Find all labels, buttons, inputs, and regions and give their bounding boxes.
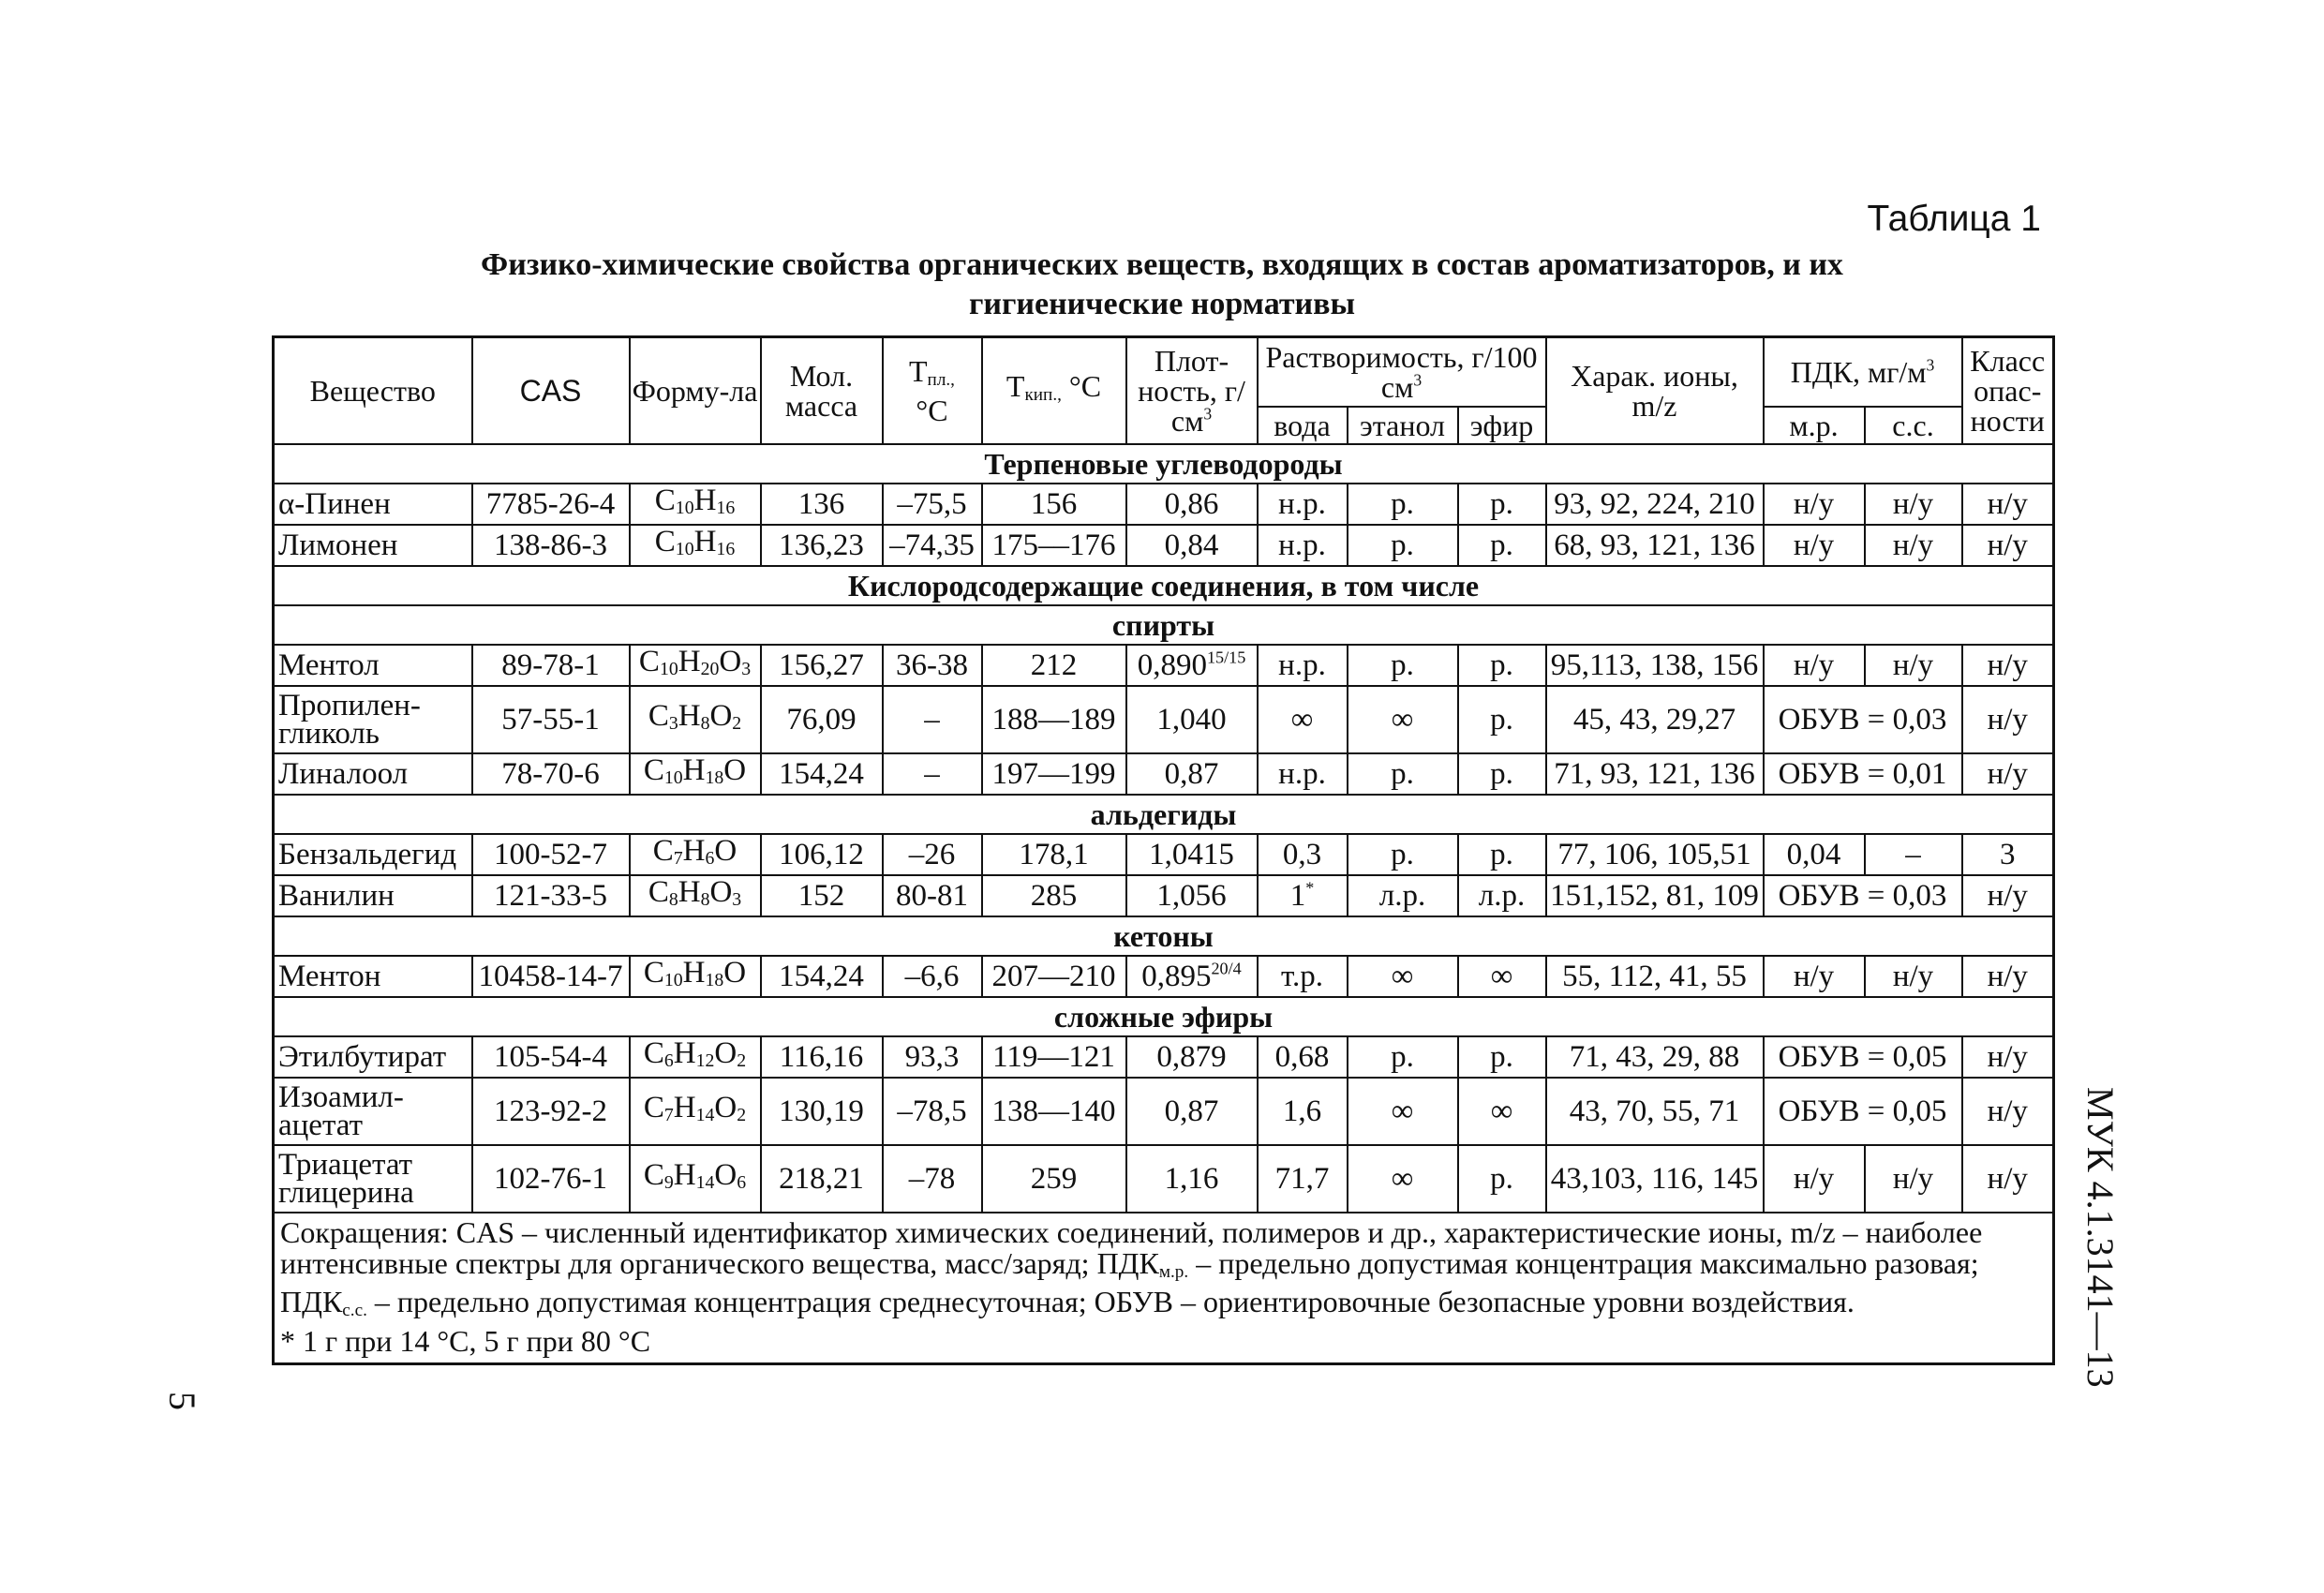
- footnote: * 1 г при 14 °С, 5 г при 80 °С: [280, 1324, 651, 1359]
- header-mr: м.р.: [1764, 407, 1865, 444]
- sol-water: 0,68: [1258, 1036, 1348, 1078]
- ions: 93, 92, 224, 210: [1546, 484, 1764, 525]
- table-row: [274, 1078, 2054, 1145]
- sol-ethanol: р.: [1348, 645, 1458, 686]
- formula: $C_7H_6O$: [630, 834, 761, 875]
- notes-row: [274, 1213, 2054, 1364]
- t-boil: 207—210: [982, 956, 1126, 997]
- hazard-class: н/у: [1962, 484, 2054, 525]
- ions: 68, 93, 121, 136: [1546, 525, 1764, 566]
- hazard-class: н/у: [1962, 645, 2054, 686]
- density: 0,87: [1126, 753, 1258, 795]
- substance-name: Триацетат глицерина: [274, 1145, 472, 1213]
- substance-name: Лимонен: [274, 525, 472, 566]
- formula: $C_7H_{14}O_2$: [630, 1078, 761, 1145]
- formula: $C_{10}H_{16}$: [630, 484, 761, 525]
- ions: 95,113, 138, 156: [1546, 645, 1764, 686]
- pdk-mr: н/у: [1764, 956, 1865, 997]
- table-label: Таблица 1: [1867, 199, 2041, 239]
- sol-ethanol: ∞: [1348, 1078, 1458, 1145]
- abbreviations-note: Сокращения: CAS – численный идентификатор химических соединений, полимеров и др., характеристические ионы, m/z – наиболее интенсивные спектры для органического вещества, масс/заряд; $ПДК_{м.р.}$ – предельно допустимая концентрация максимально разовая; $ПДК_{с.с.}$ – предельно допустимая концентрация среднесуточная; ОБУВ – ориентировочные безопасные уровни воздействия. * 1 г при 14 °С, 5 г при 80 °С: [274, 1213, 2054, 1364]
- mol-mass: 154,24: [761, 753, 883, 795]
- density: 0,84: [1126, 525, 1258, 566]
- mol-mass: 218,21: [761, 1145, 883, 1213]
- table-row: [274, 645, 2054, 686]
- ions: 71, 93, 121, 136: [1546, 753, 1764, 795]
- hazard-class: н/у: [1962, 1036, 2054, 1078]
- substance-name: Бензальдегид: [274, 834, 472, 875]
- header-formula: Форму-ла: [630, 337, 761, 444]
- sol-water: 1,6: [1258, 1078, 1348, 1145]
- sol-water: н.р.: [1258, 753, 1348, 795]
- hazard-class: 3: [1962, 834, 2054, 875]
- ions: 55, 112, 41, 55: [1546, 956, 1764, 997]
- sol-ether: ∞: [1458, 1078, 1546, 1145]
- sol-ethanol: р.: [1348, 525, 1458, 566]
- pdk-mr: н/у: [1764, 484, 1865, 525]
- sol-ether: р.: [1458, 1145, 1546, 1213]
- t-boil: 285: [982, 875, 1126, 916]
- header-ions: Харак. ионы, m/z: [1546, 337, 1764, 444]
- section-ketones: кетоны: [274, 916, 2054, 956]
- t-boil: 188—189: [982, 686, 1126, 753]
- mol-mass: 154,24: [761, 956, 883, 997]
- hazard-class: н/у: [1962, 1078, 2054, 1145]
- table-row: [274, 484, 2054, 525]
- ions: 71, 43, 29, 88: [1546, 1036, 1764, 1078]
- sol-ethanol: р.: [1348, 1036, 1458, 1078]
- t-melt: –: [883, 753, 982, 795]
- t-melt: –78,5: [883, 1078, 982, 1145]
- pdk-ss: –: [1865, 834, 1962, 875]
- sol-water: н.р.: [1258, 525, 1348, 566]
- table-title: Физико-химические свойства органических веществ, входящих в состав ароматизаторов, и их гигиенические нормативы: [481, 247, 1843, 321]
- mol-mass: 156,27: [761, 645, 883, 686]
- t-melt: 80-81: [883, 875, 982, 916]
- t-boil: 259: [982, 1145, 1126, 1213]
- pdk-obuv: ОБУВ = 0,01: [1764, 753, 1962, 795]
- hazard-class: н/у: [1962, 956, 2054, 997]
- formula: $C_9H_{14}O_6$: [630, 1145, 761, 1213]
- mol-mass: 116,16: [761, 1036, 883, 1078]
- formula: $C_{10}H_{18}O$: [630, 956, 761, 997]
- sol-ether: р.: [1458, 484, 1546, 525]
- t-boil: 119—121: [982, 1036, 1126, 1078]
- cas-number: 57-55-1: [472, 686, 630, 753]
- substance-name: α-Пинен: [274, 484, 472, 525]
- t-boil: 175––176: [982, 525, 1126, 566]
- pdk-ss: н/у: [1865, 484, 1962, 525]
- substance-name: Изоамил-ацетат: [274, 1078, 472, 1145]
- sol-ethanol: ∞: [1348, 1145, 1458, 1213]
- substance-name: Ментол: [274, 645, 472, 686]
- mol-mass: 130,19: [761, 1078, 883, 1145]
- t-boil: 138—140: [982, 1078, 1126, 1145]
- header-hazard: Класс опас-ности: [1962, 337, 2054, 444]
- cas-number: 121-33-5: [472, 875, 630, 916]
- pdk-mr: н/у: [1764, 645, 1865, 686]
- header-density: Плот-ность, $г/см^3$: [1126, 337, 1258, 444]
- pdk-ss: н/у: [1865, 1145, 1962, 1213]
- ions: 45, 43, 29,27: [1546, 686, 1764, 753]
- header-t-boil: $T_{кип.,}$ °C: [982, 337, 1126, 444]
- formula: $C_{10}H_{18}O$: [630, 753, 761, 795]
- sol-ether: р.: [1458, 1036, 1546, 1078]
- ions: 43, 70, 55, 71: [1546, 1078, 1764, 1145]
- hazard-class: н/у: [1962, 686, 2054, 753]
- pdk-obuv: ОБУВ = 0,05: [1764, 1036, 1962, 1078]
- header-pdk: ПДК, $мг/м^3$: [1764, 337, 1962, 407]
- header-ether: эфир: [1458, 407, 1546, 444]
- t-melt: –78: [883, 1145, 982, 1213]
- hazard-class: н/у: [1962, 525, 2054, 566]
- cas-number: 105-54-4: [472, 1036, 630, 1078]
- header-ethanol: этанол: [1348, 407, 1458, 444]
- formula: $C_6H_{12}O_2$: [630, 1036, 761, 1078]
- section-terpenes: Терпеновые углеводороды: [274, 444, 2054, 484]
- header-ss: с.с.: [1865, 407, 1962, 444]
- formula: $C_3H_8O_2$: [630, 686, 761, 753]
- pdk-ss: н/у: [1865, 525, 1962, 566]
- table-row: [274, 956, 2054, 997]
- sol-ethanol: р.: [1348, 484, 1458, 525]
- cas-number: 100-52-7: [472, 834, 630, 875]
- sol-ethanol: р.: [1348, 753, 1458, 795]
- density: $0,890^{15/15}$: [1126, 645, 1258, 686]
- t-melt: 93,3: [883, 1036, 982, 1078]
- section-aldehydes: альдегиды: [274, 795, 2054, 834]
- density: $0,895^{20/4}$: [1126, 956, 1258, 997]
- formula: $C_{10}H_{20}O_3$: [630, 645, 761, 686]
- sol-water: 71,7: [1258, 1145, 1348, 1213]
- density: 1,0415: [1126, 834, 1258, 875]
- header-cas: CAS: [472, 337, 630, 444]
- t-melt: –6,6: [883, 956, 982, 997]
- header-t-melt: $T_{пл.,}$ °C: [883, 337, 982, 444]
- formula: $C_8H_8O_3$: [630, 875, 761, 916]
- pdk-obuv: ОБУВ = 0,05: [1764, 1078, 1962, 1145]
- sol-water: 0,3: [1258, 834, 1348, 875]
- table-row: [274, 834, 2054, 875]
- sol-ether: л.р.: [1458, 875, 1546, 916]
- pdk-obuv: ОБУВ = 0,03: [1764, 875, 1962, 916]
- pdk-mr: н/у: [1764, 1145, 1865, 1213]
- substance-name: Пропилен-гликоль: [274, 686, 472, 753]
- formula: $C_{10}H_{16}$: [630, 525, 761, 566]
- sol-ether: р.: [1458, 525, 1546, 566]
- t-melt: –75,5: [883, 484, 982, 525]
- sol-ethanol: л.р.: [1348, 875, 1458, 916]
- cas-number: 123-92-2: [472, 1078, 630, 1145]
- cas-number: 10458-14-7: [472, 956, 630, 997]
- t-melt: –26: [883, 834, 982, 875]
- table-row: [274, 1036, 2054, 1078]
- table-row: [274, 1145, 2054, 1213]
- sol-ether: р.: [1458, 834, 1546, 875]
- cas-number: 89-78-1: [472, 645, 630, 686]
- header-substance: Вещество: [274, 337, 472, 444]
- density: 1,040: [1126, 686, 1258, 753]
- table-row: [274, 525, 2054, 566]
- t-melt: 36-38: [883, 645, 982, 686]
- sol-water: ∞: [1258, 686, 1348, 753]
- section-esters: сложные эфиры: [274, 997, 2054, 1036]
- substance-name: Этилбутират: [274, 1036, 472, 1078]
- density: 0,86: [1126, 484, 1258, 525]
- mol-mass: 136,23: [761, 525, 883, 566]
- substance-name: Ванилин: [274, 875, 472, 916]
- t-melt: –: [883, 686, 982, 753]
- sol-water: н.р.: [1258, 645, 1348, 686]
- header-solubility: Растворимость, г/100 $см^3$: [1258, 337, 1546, 407]
- sol-ether: р.: [1458, 753, 1546, 795]
- hazard-class: н/у: [1962, 753, 2054, 795]
- t-boil: 212: [982, 645, 1126, 686]
- pdk-obuv: ОБУВ = 0,03: [1764, 686, 1962, 753]
- mol-mass: 76,09: [761, 686, 883, 753]
- properties-table: [272, 335, 2055, 1365]
- cas-number: 138-86-3: [472, 525, 630, 566]
- density: 1,056: [1126, 875, 1258, 916]
- substance-name: Ментон: [274, 956, 472, 997]
- mol-mass: 152: [761, 875, 883, 916]
- sol-ethanol: р.: [1348, 834, 1458, 875]
- ions: 151,152, 81, 109: [1546, 875, 1764, 916]
- sol-water: н.р.: [1258, 484, 1348, 525]
- header-row: [274, 337, 2054, 407]
- table-row: [274, 875, 2054, 916]
- substance-name: Линалоол: [274, 753, 472, 795]
- hazard-class: н/у: [1962, 875, 2054, 916]
- pdk-mr: 0,04: [1764, 834, 1865, 875]
- table-row: [274, 686, 2054, 753]
- sol-ether: ∞: [1458, 956, 1546, 997]
- cas-number: 102-76-1: [472, 1145, 630, 1213]
- t-boil: 178,1: [982, 834, 1126, 875]
- hazard-class: н/у: [1962, 1145, 2054, 1213]
- table-row: [274, 753, 2054, 795]
- header-mol-mass: Мол. масса: [761, 337, 883, 444]
- ions: 77, 106, 105,51: [1546, 834, 1764, 875]
- mol-mass: 106,12: [761, 834, 883, 875]
- section-oxygen: Кислородсодержащие соединения, в том числе: [274, 566, 2054, 605]
- sol-ether: р.: [1458, 686, 1546, 753]
- page-number: 5: [161, 1392, 203, 1410]
- t-boil: 197—199: [982, 753, 1126, 795]
- document-code: МУК 4.1.3141—13: [2079, 1087, 2122, 1388]
- sol-ethanol: ∞: [1348, 956, 1458, 997]
- section-alcohols: спирты: [274, 605, 2054, 645]
- pdk-ss: н/у: [1865, 645, 1962, 686]
- pdk-ss: н/у: [1865, 956, 1962, 997]
- t-boil: 156: [982, 484, 1126, 525]
- sol-ether: р.: [1458, 645, 1546, 686]
- t-melt: –74,35: [883, 525, 982, 566]
- density: 0,87: [1126, 1078, 1258, 1145]
- density: 0,879: [1126, 1036, 1258, 1078]
- mol-mass: 136: [761, 484, 883, 525]
- sol-water: 1*: [1258, 875, 1348, 916]
- sol-water: т.р.: [1258, 956, 1348, 997]
- density: 1,16: [1126, 1145, 1258, 1213]
- pdk-mr: н/у: [1764, 525, 1865, 566]
- ions: 43,103, 116, 145: [1546, 1145, 1764, 1213]
- header-water: вода: [1258, 407, 1348, 444]
- sol-ethanol: ∞: [1348, 686, 1458, 753]
- cas-number: 78-70-6: [472, 753, 630, 795]
- cas-number: 7785-26-4: [472, 484, 630, 525]
